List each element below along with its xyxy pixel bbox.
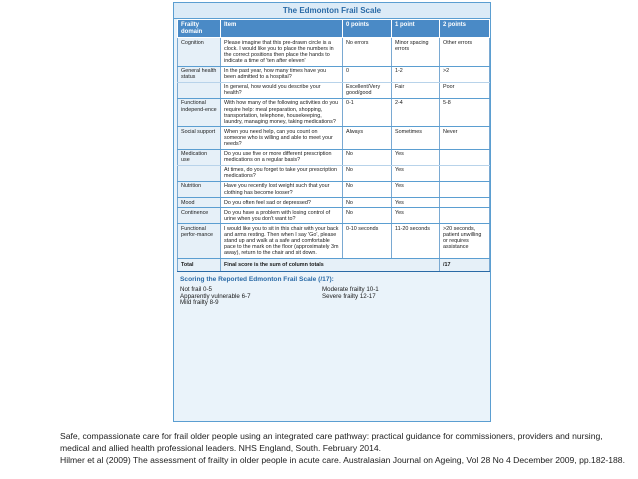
cell-item: I would like you to sit in this chair with your back and arms resting. Then when I say 'Go', please stand up and walk at a safe and comfortable pace to the mark on the floor (approximately 3m away), return to the chair and sit down. [221,224,343,258]
cell-domain: Medication use [178,149,221,165]
header-0-points: 0 points [343,20,392,38]
cell-2-points: 5-8 [440,98,490,126]
cell-domain: Functional perfor-mance [178,224,221,258]
cell-item: Do you use five or more different prescription medications on a regular basis? [221,149,343,165]
header-domain: Frailty domain [178,20,221,38]
header-1-point: 1 point [392,20,440,38]
cell-2-points: Other errors [440,38,490,66]
cell-item: Please imagine that this pre-drawn circle is a clock. I would like you to place the numbers in the correct positions then place the hands to indicate a time of 'ten after eleven' [221,38,343,66]
cell-item: At times, do you forget to take your prescription medications? [221,165,343,181]
cell-domain: Cognition [178,38,221,66]
cell-2-points: Never [440,127,490,149]
cell-1-point: Yes [392,208,440,224]
table-row [178,181,490,197]
frail-scale-table [177,19,490,272]
total-row [178,258,490,271]
scoring-left-column [180,287,322,307]
cell-domain: Functional independ-ence [178,98,221,126]
cell-0-points: No [343,165,392,181]
cell-item: In general, how would you describe your health? [221,82,343,98]
table-body [178,38,490,259]
cell-domain: Nutrition [178,181,221,197]
cell-0-points: No errors [343,38,392,66]
caption-nhs-reference: Safe, compassionate care for frail older people using an integrated care pathway: practical guidance for commissioners, providers and nursing, medical and allied health professional leaders. NHS England, South. February 2014. [60,431,603,453]
table-row [178,165,490,181]
cell-2-points: Poor [440,82,490,98]
cell-domain [178,82,221,98]
cell-domain: Social support [178,127,221,149]
table-row [178,66,490,82]
cell-2-points: >2 [440,66,490,82]
cell-item: Have you recently lost weight such that your clothing has become looser? [221,181,343,197]
scoring-line: Severe frailty 12-17 [322,292,376,300]
scoring-right-column [322,287,464,307]
cell-1-point: Minor spacing errors [392,38,440,66]
cell-1-point: 1-2 [392,66,440,82]
reference-captions [60,430,632,466]
scoring-section [180,277,490,307]
table-row [178,82,490,98]
cell-item: With how many of the following activities do you require help: meal preparation, shopping, transportation, telephone, housekeeping, laundry, managing money, taking medications? [221,98,343,126]
cell-1-point: 2-4 [392,98,440,126]
cell-1-point: Yes [392,198,440,208]
cell-1-point: Yes [392,149,440,165]
cell-0-points: No [343,181,392,197]
table-row [178,149,490,165]
cell-2-points [440,181,490,197]
cell-domain: Mood [178,198,221,208]
scoring-line: Mild frailty 8-9 [180,299,219,307]
cell-0-points: 0 [343,66,392,82]
scoring-title: Scoring the Reported Edmonton Frail Scale (/17): [180,276,334,283]
frail-scale-figure [173,2,491,422]
cell-0-points: Always [343,127,392,149]
total-value: /17 [440,258,490,271]
cell-0-points: Excellent/Very good/good [343,82,392,98]
cell-domain [178,165,221,181]
table-row [178,127,490,149]
table-header-row [178,20,490,38]
table-row [178,98,490,126]
cell-0-points: No [343,198,392,208]
cell-1-point: Sometimes [392,127,440,149]
cell-0-points: 0-1 [343,98,392,126]
total-text: Final score is the sum of column totals [221,258,440,271]
cell-2-points [440,208,490,224]
cell-item: Do you often feel sad or depressed? [221,198,343,208]
cell-item: Do you have a problem with losing control of urine when you don't want to? [221,208,343,224]
cell-1-point: Yes [392,165,440,181]
cell-1-point: Yes [392,181,440,197]
header-2-points: 2 points [440,20,490,38]
cell-2-points [440,165,490,181]
cell-item: In the past year, how many times have you been admitted to a hospital? [221,66,343,82]
cell-0-points: No [343,208,392,224]
table-row [178,198,490,208]
header-item: Item [221,20,343,38]
cell-0-points: No [343,149,392,165]
table-row [178,224,490,258]
table-row [178,208,490,224]
cell-1-point: 11-20 seconds [392,224,440,258]
scoring-line: Not frail 0-5 [180,285,212,293]
cell-2-points [440,198,490,208]
cell-0-points: 0-10 seconds [343,224,392,258]
total-label: Total [178,258,221,271]
cell-item: When you need help, can you count on someone who is willing and able to meet your needs? [221,127,343,149]
cell-1-point: Fair [392,82,440,98]
cell-domain: General health status [178,66,221,82]
scoring-line: Moderate frailty 10-1 [322,285,379,293]
cell-2-points [440,149,490,165]
cell-2-points: >20 seconds, patient unwilling or requires assistance [440,224,490,258]
cell-domain: Continence [178,208,221,224]
figure-title: The Edmonton Frail Scale [174,3,490,19]
caption-hilmer-reference: Hilmer et al (2009) The assessment of frailty in older people in acute care. Australasian Journal on Ageing, Vol 28 No 4 December 2009, pp.182-188. [60,455,625,465]
table-row [178,38,490,66]
scoring-line: Apparently vulnerable 6-7 [180,292,251,300]
